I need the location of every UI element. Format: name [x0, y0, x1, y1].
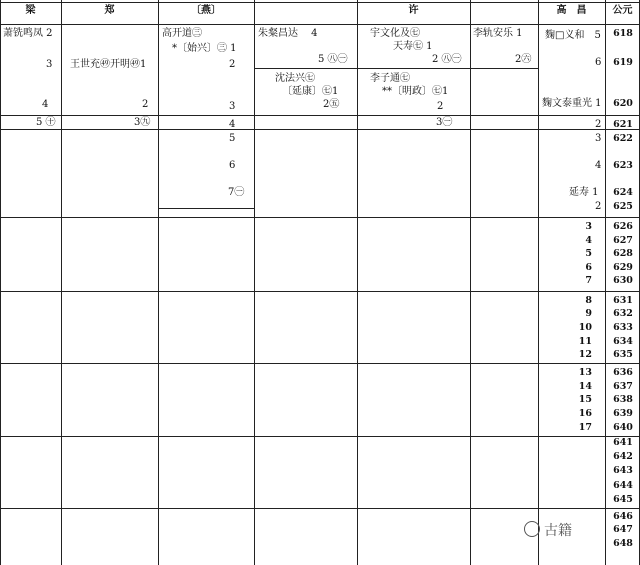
- xu-cell-1c: 2 ㊇㊀: [432, 54, 462, 65]
- gaochang-cell-8: 2: [595, 201, 602, 212]
- liang-cell-1: 萧铣鸣凤 2: [3, 28, 53, 39]
- year-633: 633: [613, 322, 633, 333]
- gaochang-year-number: 16: [578, 408, 592, 419]
- gaochang-year-number: 5: [585, 248, 592, 259]
- rule-row-646: [0, 508, 640, 509]
- lizitong-cell-4: 3㊀: [436, 117, 453, 128]
- rule-li-end: [470, 68, 538, 69]
- gaochang-year-number: 7: [585, 275, 592, 286]
- yan-cell-4: 4: [229, 119, 236, 130]
- watermark-text: 古籍: [544, 523, 572, 539]
- rule-row-626: [0, 217, 640, 218]
- year-646: 646: [613, 511, 633, 522]
- rule-header-bottom: [0, 24, 640, 25]
- year-642: 642: [613, 451, 633, 462]
- shen-cell-3: 2㊄: [323, 99, 340, 110]
- year-639: 639: [613, 408, 633, 419]
- gaochang-year-number: 3: [585, 221, 592, 232]
- year-632: 632: [613, 308, 633, 319]
- vrule-4: [357, 0, 358, 565]
- year-627: 627: [613, 235, 633, 246]
- year-634: 634: [613, 336, 633, 347]
- lizitong-cell-3: 2: [437, 101, 444, 112]
- vrule-6: [538, 0, 539, 565]
- gaochang-year-number: 15: [578, 394, 592, 405]
- gaochang-year-number: 14: [578, 381, 592, 392]
- year-643: 643: [613, 465, 633, 476]
- header-yan: 〔燕〕: [191, 5, 221, 16]
- year-622: 622: [613, 133, 633, 144]
- lizitong-cell-2: **〔明政〕㊆1: [382, 86, 449, 97]
- year-620: 620: [613, 98, 633, 109]
- vrule-5: [470, 0, 471, 565]
- gaochang-year-number: 6: [585, 262, 592, 273]
- yan-cell-6: 6: [229, 160, 236, 171]
- rule-row-621: [0, 129, 640, 130]
- header-gaochang: 高 昌: [556, 5, 587, 16]
- vrule-1: [61, 0, 62, 565]
- xu-cell-1b: 天寿㊆ 1: [393, 41, 433, 52]
- yan-cell-1b: *〔始兴〕㊂ 1: [172, 43, 237, 54]
- year-645: 645: [613, 494, 633, 505]
- gaochang-year-number: 12: [578, 349, 592, 360]
- rule-row-641: [0, 436, 640, 437]
- year-641: 641: [613, 437, 633, 448]
- header-gongyuan: 公元: [612, 5, 633, 16]
- year-630: 630: [613, 275, 633, 286]
- liang-cell-4: 5 ㊉: [36, 117, 56, 128]
- rule-row-631: [0, 291, 640, 292]
- gaochang-year-number: 17: [578, 422, 592, 433]
- vrule-3: [254, 0, 255, 565]
- zheng-cell-4: 3㊈: [134, 117, 151, 128]
- gaochang-year-number: 10: [578, 322, 592, 333]
- header-xu: 许: [408, 5, 419, 16]
- yan-cell-3: 3: [229, 101, 236, 112]
- gaochang-cell-3: 麴文泰重光 1: [542, 98, 602, 109]
- year-619: 619: [613, 57, 633, 68]
- header-liang: 梁: [25, 5, 36, 16]
- year-636: 636: [613, 367, 633, 378]
- shen-cell-2: 〔延康〕㊆1: [282, 86, 339, 97]
- gaochang-cell-7: 延寿 1: [569, 187, 599, 198]
- yan-cell-1: 高开道㊂: [162, 28, 202, 39]
- zhu-cell-1: 朱粲昌达 4: [258, 28, 318, 39]
- year-626: 626: [613, 221, 633, 232]
- yan-cell-5: 5: [229, 133, 236, 144]
- year-623: 623: [613, 160, 633, 171]
- vrule-2: [158, 0, 159, 565]
- li-cell-1b: 2㊅: [515, 54, 532, 65]
- gaochang-year-number: 4: [585, 235, 592, 246]
- shen-cell-1: 沈法兴㊆: [275, 73, 315, 84]
- gaochang-cell-5: 3: [595, 133, 602, 144]
- rule-xu-split: [357, 68, 470, 69]
- zhu-cell-2: 5 ㊇㊀: [318, 54, 348, 65]
- year-647: 647: [613, 524, 633, 535]
- gaochang-cell-4: 2: [595, 119, 602, 130]
- rule-row-636: [0, 363, 640, 364]
- year-648: 648: [613, 538, 633, 549]
- year-631: 631: [613, 295, 633, 306]
- year-644: 644: [613, 480, 633, 491]
- header-zheng: 郑: [104, 5, 115, 16]
- zheng-cell-2: 王世充㊾开明㊾1: [70, 59, 147, 70]
- year-629: 629: [613, 262, 633, 273]
- lizitong-cell-1: 李子通㊆: [370, 73, 410, 84]
- year-618: 618: [613, 28, 633, 39]
- rule-row-620: [0, 115, 640, 116]
- year-635: 635: [613, 349, 633, 360]
- year-625: 625: [613, 201, 633, 212]
- gaochang-year-number: 8: [585, 295, 592, 306]
- gaochang-year-number: 11: [578, 336, 592, 347]
- watermark: [524, 520, 572, 540]
- year-637: 637: [613, 381, 633, 392]
- gaochang-cell-6: 4: [595, 160, 602, 171]
- vrule-0: [0, 0, 1, 565]
- year-638: 638: [613, 394, 633, 405]
- liang-cell-2: 3: [46, 59, 53, 70]
- rule-yan-end: [158, 208, 254, 209]
- zheng-cell-3: 2: [142, 99, 149, 110]
- li-cell-1: 李轨安乐 1: [473, 28, 523, 39]
- liang-cell-3: 4: [42, 99, 49, 110]
- wechat-icon: [524, 521, 540, 537]
- gaochang-cell-1: 麴□义和 5: [545, 30, 601, 41]
- gaochang-year-number: 13: [578, 367, 592, 378]
- rule-zhu-split: [254, 68, 357, 69]
- yan-cell-2: 2: [229, 59, 236, 70]
- gaochang-year-number: 9: [585, 308, 592, 319]
- xu-cell-1: 宇文化及㊆: [370, 28, 420, 39]
- year-640: 640: [613, 422, 633, 433]
- year-628: 628: [613, 248, 633, 259]
- year-624: 624: [613, 187, 633, 198]
- yan-cell-7: 7㊀: [228, 187, 245, 198]
- gaochang-cell-2: 6: [595, 57, 602, 68]
- year-621: 621: [613, 119, 633, 130]
